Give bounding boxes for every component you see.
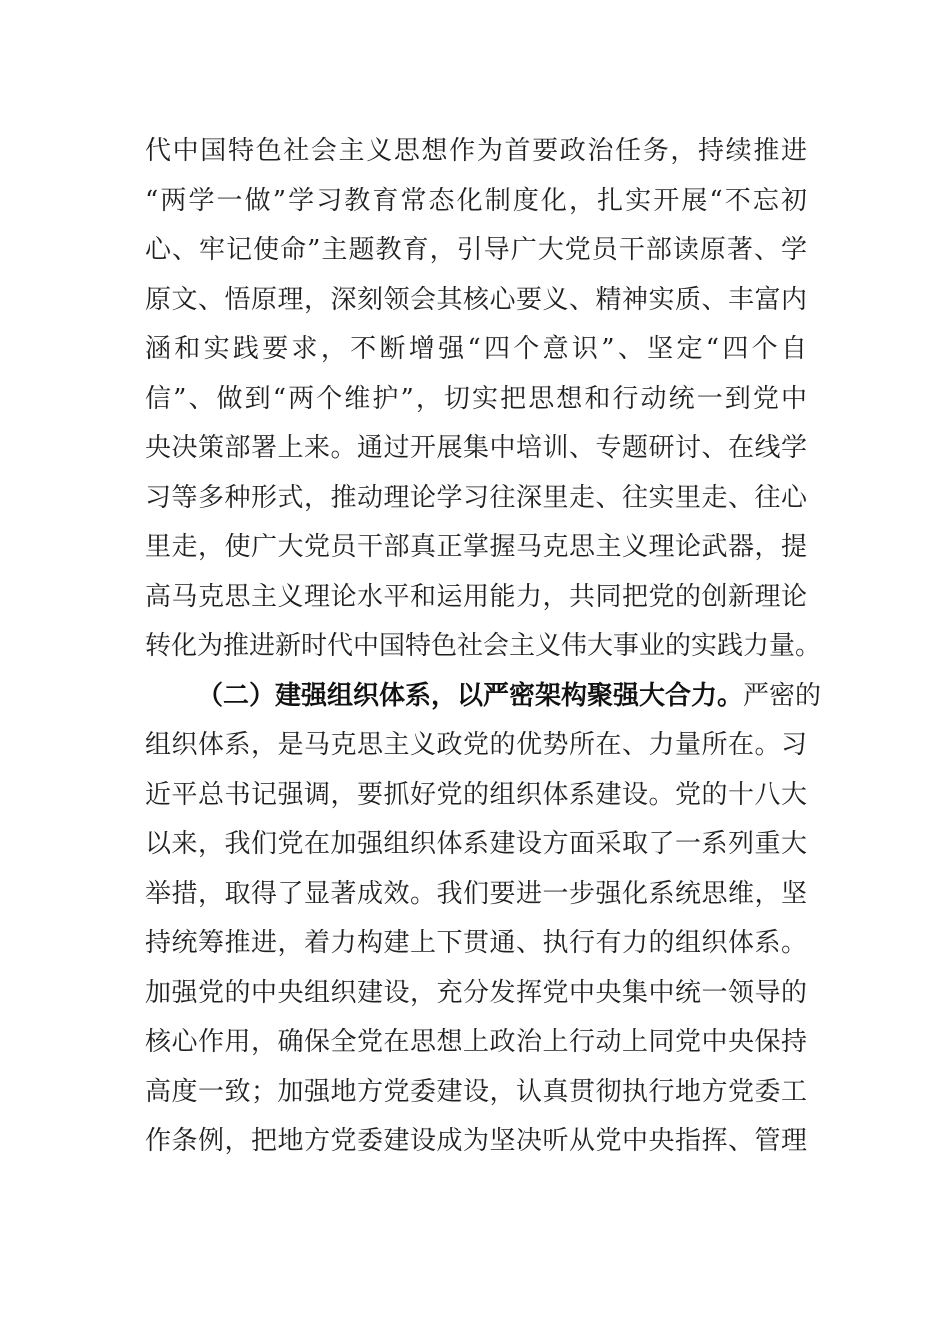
paragraph-line: 组织体系，是马克思主义政党的优势所在、力量所在。习	[145, 730, 807, 760]
paragraph-line: 核心作用，确保全党在思想上政治上行动上同党中央保持	[145, 1027, 807, 1057]
heading-tail-text: 严密的	[743, 680, 822, 711]
paragraph-line: 举措，取得了显著成效。我们要进一步强化系统思维，坚	[145, 878, 807, 909]
paragraph-line: 心、牢记使命”主题教育，引导广大党员干部读原著、学	[145, 235, 807, 265]
paragraph-line: 高马克思主义理论水平和运用能力，共同把党的创新理论	[145, 581, 807, 612]
paragraph-line: 信”、做到“两个维护”，切实把思想和行动统一到党中	[145, 383, 807, 414]
paragraph-line: 原文、悟原理，深刻领会其核心要义、精神实质、丰富内	[145, 284, 807, 315]
paragraph-line: 以来，我们党在加强组织体系建设方面采取了一系列重大	[145, 829, 807, 859]
paragraph-line: 高度一致；加强地方党委建设，认真贯彻执行地方党委工	[145, 1076, 807, 1107]
paragraph-line: 习等多种形式，推动理论学习往深里走、往实里走、往心	[145, 482, 807, 513]
paragraph-line: “两学一做”学习教育常态化制度化，扎实开展“不忘初	[145, 185, 807, 216]
paragraph-line: 代中国特色社会主义思想作为首要政治任务，持续推进	[145, 136, 807, 166]
paragraph-line: 央决策部署上来。通过开展集中培训、专题研讨、在线学	[145, 433, 807, 463]
paragraph-line: 转化为推进新时代中国特色社会主义伟大事业的实践力量。	[145, 631, 822, 661]
paragraph-line: 涵和实践要求，不断增强“四个意识”、坚定“四个自	[145, 334, 807, 364]
section-heading: （二）建强组织体系，以严密架构聚强大合力。	[197, 680, 744, 711]
paragraph-1	[145, 127, 822, 672]
paragraph-line: 近平总书记强调，要抓好党的组织体系建设。党的十八大	[145, 779, 807, 810]
paragraph-line: 加强党的中央组织建设，充分发挥党中央集中统一领导的	[145, 977, 807, 1008]
paragraph-2	[145, 672, 822, 1167]
paragraph-line: 里走，使广大党员干部真正掌握马克思主义理论武器，提	[145, 532, 807, 562]
body-text	[145, 127, 822, 1167]
paragraph-line: 持统筹推进，着力构建上下贯通、执行有力的组织体系。	[145, 928, 807, 958]
paragraph-line: 作条例，把地方党委建设成为坚决听从党中央指挥、管理	[145, 1126, 807, 1156]
section-heading-line	[145, 672, 822, 722]
